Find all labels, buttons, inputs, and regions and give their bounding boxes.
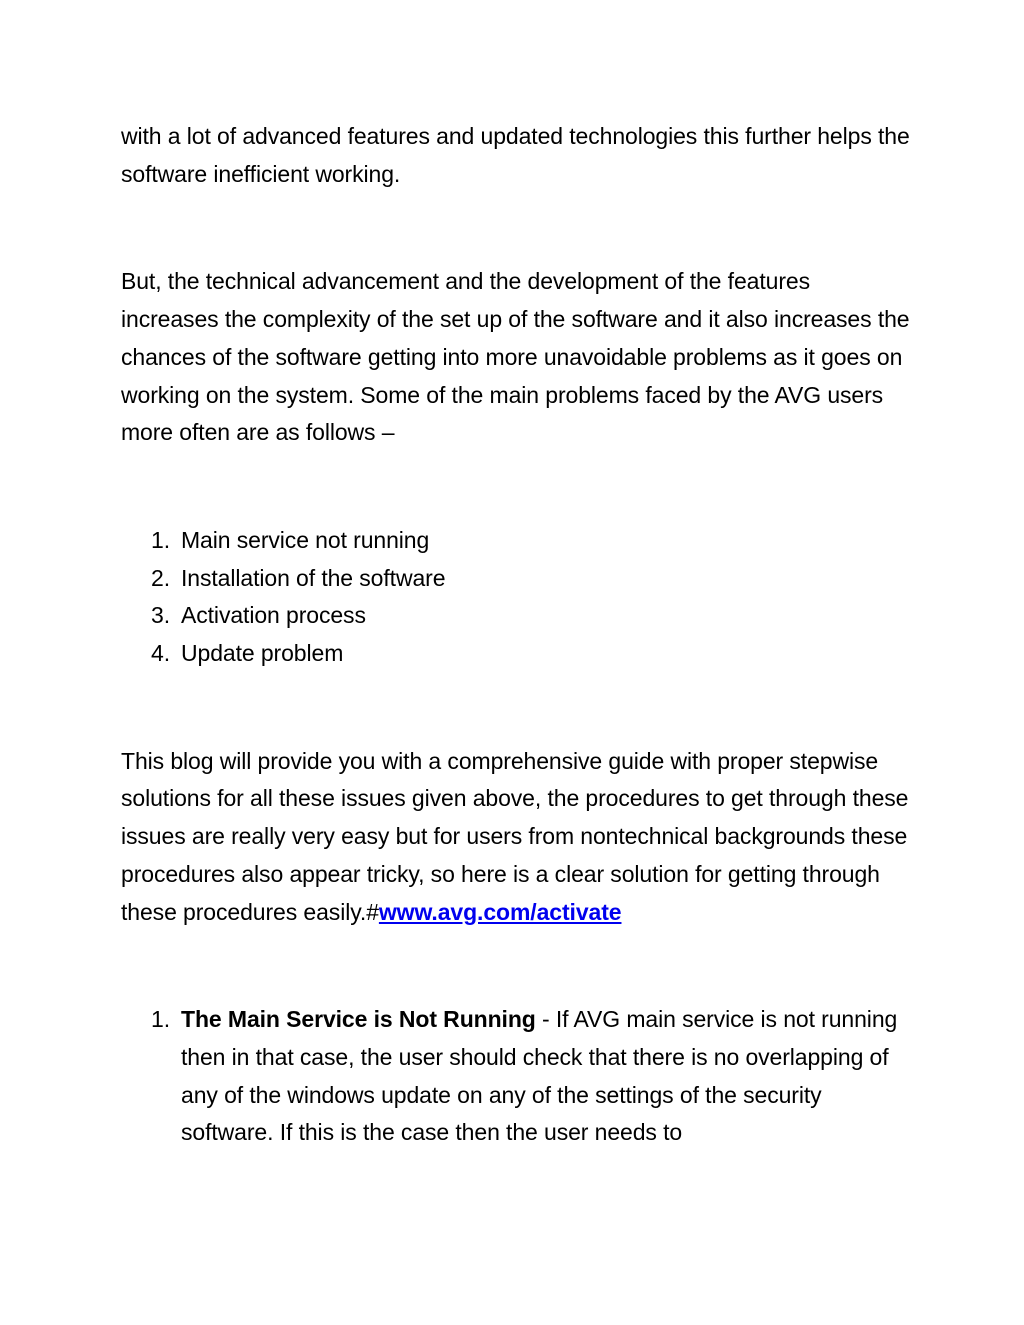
list-item-label: Activation process — [181, 602, 366, 629]
list-number: 1. — [151, 1006, 170, 1033]
list-number: 2. — [151, 564, 170, 591]
avg-activate-link[interactable]: www.avg.com/activate — [378, 898, 622, 925]
problems-list — [121, 522, 911, 673]
list-item — [121, 522, 911, 560]
intro-paragraph: with a lot of advanced features and updated technologies this further helps the software inefficient working. — [121, 123, 910, 187]
list-item — [121, 597, 911, 635]
list-item — [121, 1001, 911, 1152]
solutions-list — [121, 1001, 911, 1152]
list-item-label: Main service not running — [181, 526, 430, 553]
guide-paragraph-text: This blog will provide you with a comprehensive guide with proper stepwise solutions for all these issues given above, the procedures to get through these issues are really very easy but for users from nontechnical backgrounds these procedures also appear tricky, so here is a clear solution for getting through these procedures easily.# — [121, 747, 909, 925]
solution-heading: The Main Service is Not Running — [181, 1006, 536, 1033]
list-number: 1. — [151, 526, 170, 553]
solution-body: - If AVG main service is not running then in that case, the user should check that there is no overlapping of any of the windows update on any of the settings of the security software. If this is the case then the user needs to — [181, 1006, 898, 1146]
document-page — [121, 118, 911, 1152]
list-number: 4. — [151, 640, 170, 667]
list-number: 3. — [151, 602, 170, 629]
list-item — [121, 560, 911, 598]
list-item-label: Update problem — [181, 640, 344, 667]
list-item — [121, 635, 911, 673]
guide-paragraph — [121, 743, 911, 932]
problems-intro-paragraph: But, the technical advancement and the development of the features increases the complexity of the set up of the software and it also increases the chances of the software getting into more unavoidable problems as it goes on working on the system. Some of the main problems faced by the AVG users more often are as follows – — [121, 268, 910, 446]
list-item-label: Installation of the software — [181, 564, 446, 591]
